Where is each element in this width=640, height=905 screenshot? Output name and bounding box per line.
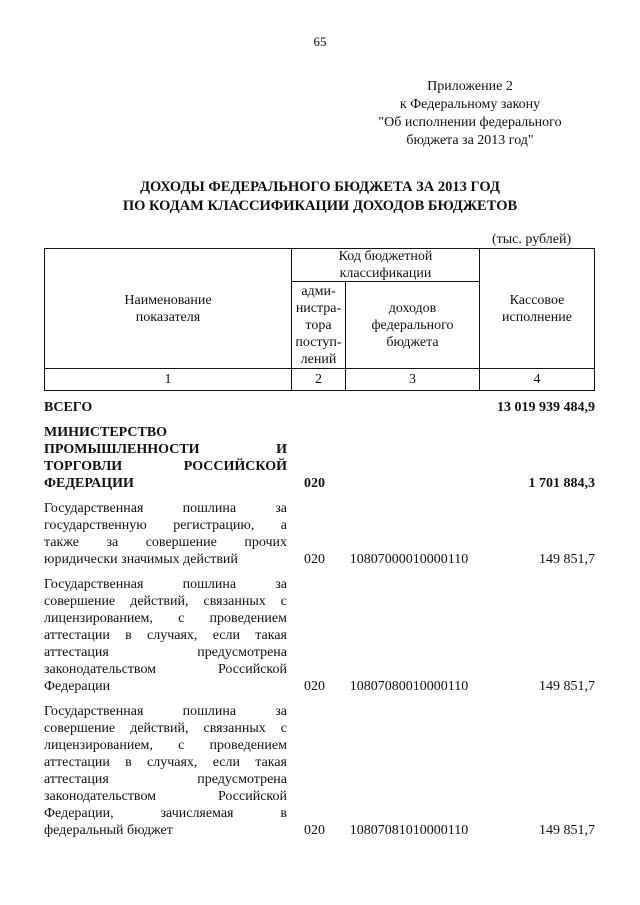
title-line: ПО КОДАМ КЛАССИФИКАЦИИ ДОХОДОВ БЮДЖЕТОВ <box>122 198 518 214</box>
row-name-line: лицензированием, с проведением <box>44 738 287 753</box>
table-row <box>44 703 595 839</box>
row-name-line: аттестации в случаях, если такая <box>44 755 287 770</box>
row-name-line: ПРОМЫШЛЕННОСТИ И <box>44 442 287 457</box>
row-name-line: законодательством Российской <box>44 662 287 677</box>
row-name-line: Федерации <box>44 679 111 694</box>
row-name-line: государственную регистрацию, а <box>44 518 287 533</box>
header-income-line: федерального <box>371 317 454 333</box>
header-number-cell: 4 <box>479 368 595 391</box>
header-income-line: бюджета <box>386 334 439 350</box>
row-name-line: совершение действий, связанных с <box>44 594 287 609</box>
row-income-code: 10807000010000110 <box>349 552 469 567</box>
row-admin-code: 020 <box>304 679 325 694</box>
title-line: ДОХОДЫ ФЕДЕРАЛЬНОГО БЮДЖЕТА ЗА 2013 ГОД <box>140 179 500 195</box>
appendix-line: "Об исполнении федерального <box>378 115 562 130</box>
header-code-line: классификации <box>339 266 432 281</box>
document-title <box>0 178 640 216</box>
row-amount: 149 851,7 <box>539 823 595 838</box>
header-income-cell <box>345 281 480 369</box>
header-income-line: доходов <box>388 300 437 316</box>
header-amount-cell <box>479 248 595 369</box>
row-name <box>44 576 287 695</box>
table-header <box>44 248 595 391</box>
row-name <box>44 703 287 839</box>
row-name-line: Государственная пошлина за <box>44 577 287 592</box>
row-amount: 149 851,7 <box>539 552 595 567</box>
row-name-line: аттестация предусмотрена <box>44 645 287 660</box>
header-admin-line: адми- <box>301 283 336 299</box>
row-name-line: Государственная пошлина за <box>44 704 287 719</box>
header-admin-cell <box>291 281 346 369</box>
table-row-ministry <box>44 424 595 492</box>
row-name-line: ТОРГОВЛИ РОССИЙСКОЙ <box>44 459 287 474</box>
header-name-cell <box>44 248 292 369</box>
row-name-line: аттестации в случаях, если такая <box>44 628 287 643</box>
row-name <box>44 500 287 568</box>
row-admin-code: 020 <box>304 552 325 567</box>
appendix-line: к Федеральному закону <box>399 97 541 112</box>
row-admin-code: 020 <box>304 823 325 838</box>
row-amount: 13 019 939 484,9 <box>497 400 595 415</box>
appendix-note <box>355 78 585 150</box>
row-name-line: ФЕДЕРАЦИИ <box>44 476 134 491</box>
row-name-line: лицензированием, с проведением <box>44 611 287 626</box>
header-number-cell: 1 <box>44 368 292 391</box>
header-admin-line: лений <box>300 351 337 367</box>
header-admin-line: поступ- <box>295 334 342 350</box>
units-label: (тыс. рублей) <box>492 232 572 247</box>
appendix-line: Приложение 2 <box>427 79 513 94</box>
row-name-line: законодательством Российской <box>44 789 287 804</box>
header-code-line: Код бюджетной <box>338 249 433 264</box>
row-name: ВСЕГО <box>44 400 93 415</box>
header-amount-line: Кассовое <box>509 292 565 308</box>
appendix-line: бюджета за 2013 год" <box>406 133 534 148</box>
row-name <box>44 424 287 492</box>
header-admin-line: нистра- <box>295 300 342 316</box>
header-number-cell: 3 <box>345 368 480 391</box>
row-name-line: также за совершение прочих <box>44 535 287 550</box>
row-income-code: 10807081010000110 <box>349 823 469 838</box>
header-admin-line: тора <box>305 317 332 333</box>
table-row-total <box>44 396 595 416</box>
row-name-line: Государственная пошлина за <box>44 501 287 516</box>
row-amount: 1 701 884,3 <box>528 476 595 491</box>
row-amount: 149 851,7 <box>539 679 595 694</box>
header-code-group-cell <box>291 248 480 282</box>
row-income-code: 10807080010000110 <box>349 679 469 694</box>
row-name-line: аттестация предусмотрена <box>44 772 287 787</box>
header-name-line: Наименование <box>124 292 212 308</box>
row-name-line: юридически значимых действий <box>44 552 238 567</box>
row-admin-code: 020 <box>304 476 325 491</box>
table-row <box>44 576 595 695</box>
row-name-line: МИНИСТЕРСТВО <box>44 425 168 440</box>
table-body <box>44 396 595 847</box>
row-name-line: федеральный бюджет <box>44 823 173 838</box>
header-number-cell: 2 <box>291 368 346 391</box>
header-amount-line: исполнение <box>502 309 572 325</box>
row-name-line: Федерации, зачисляемая в <box>44 806 287 821</box>
table-row <box>44 500 595 568</box>
page-number: 65 <box>313 34 327 49</box>
header-name-line: показателя <box>135 309 201 325</box>
row-name-line: совершение действий, связанных с <box>44 721 287 736</box>
